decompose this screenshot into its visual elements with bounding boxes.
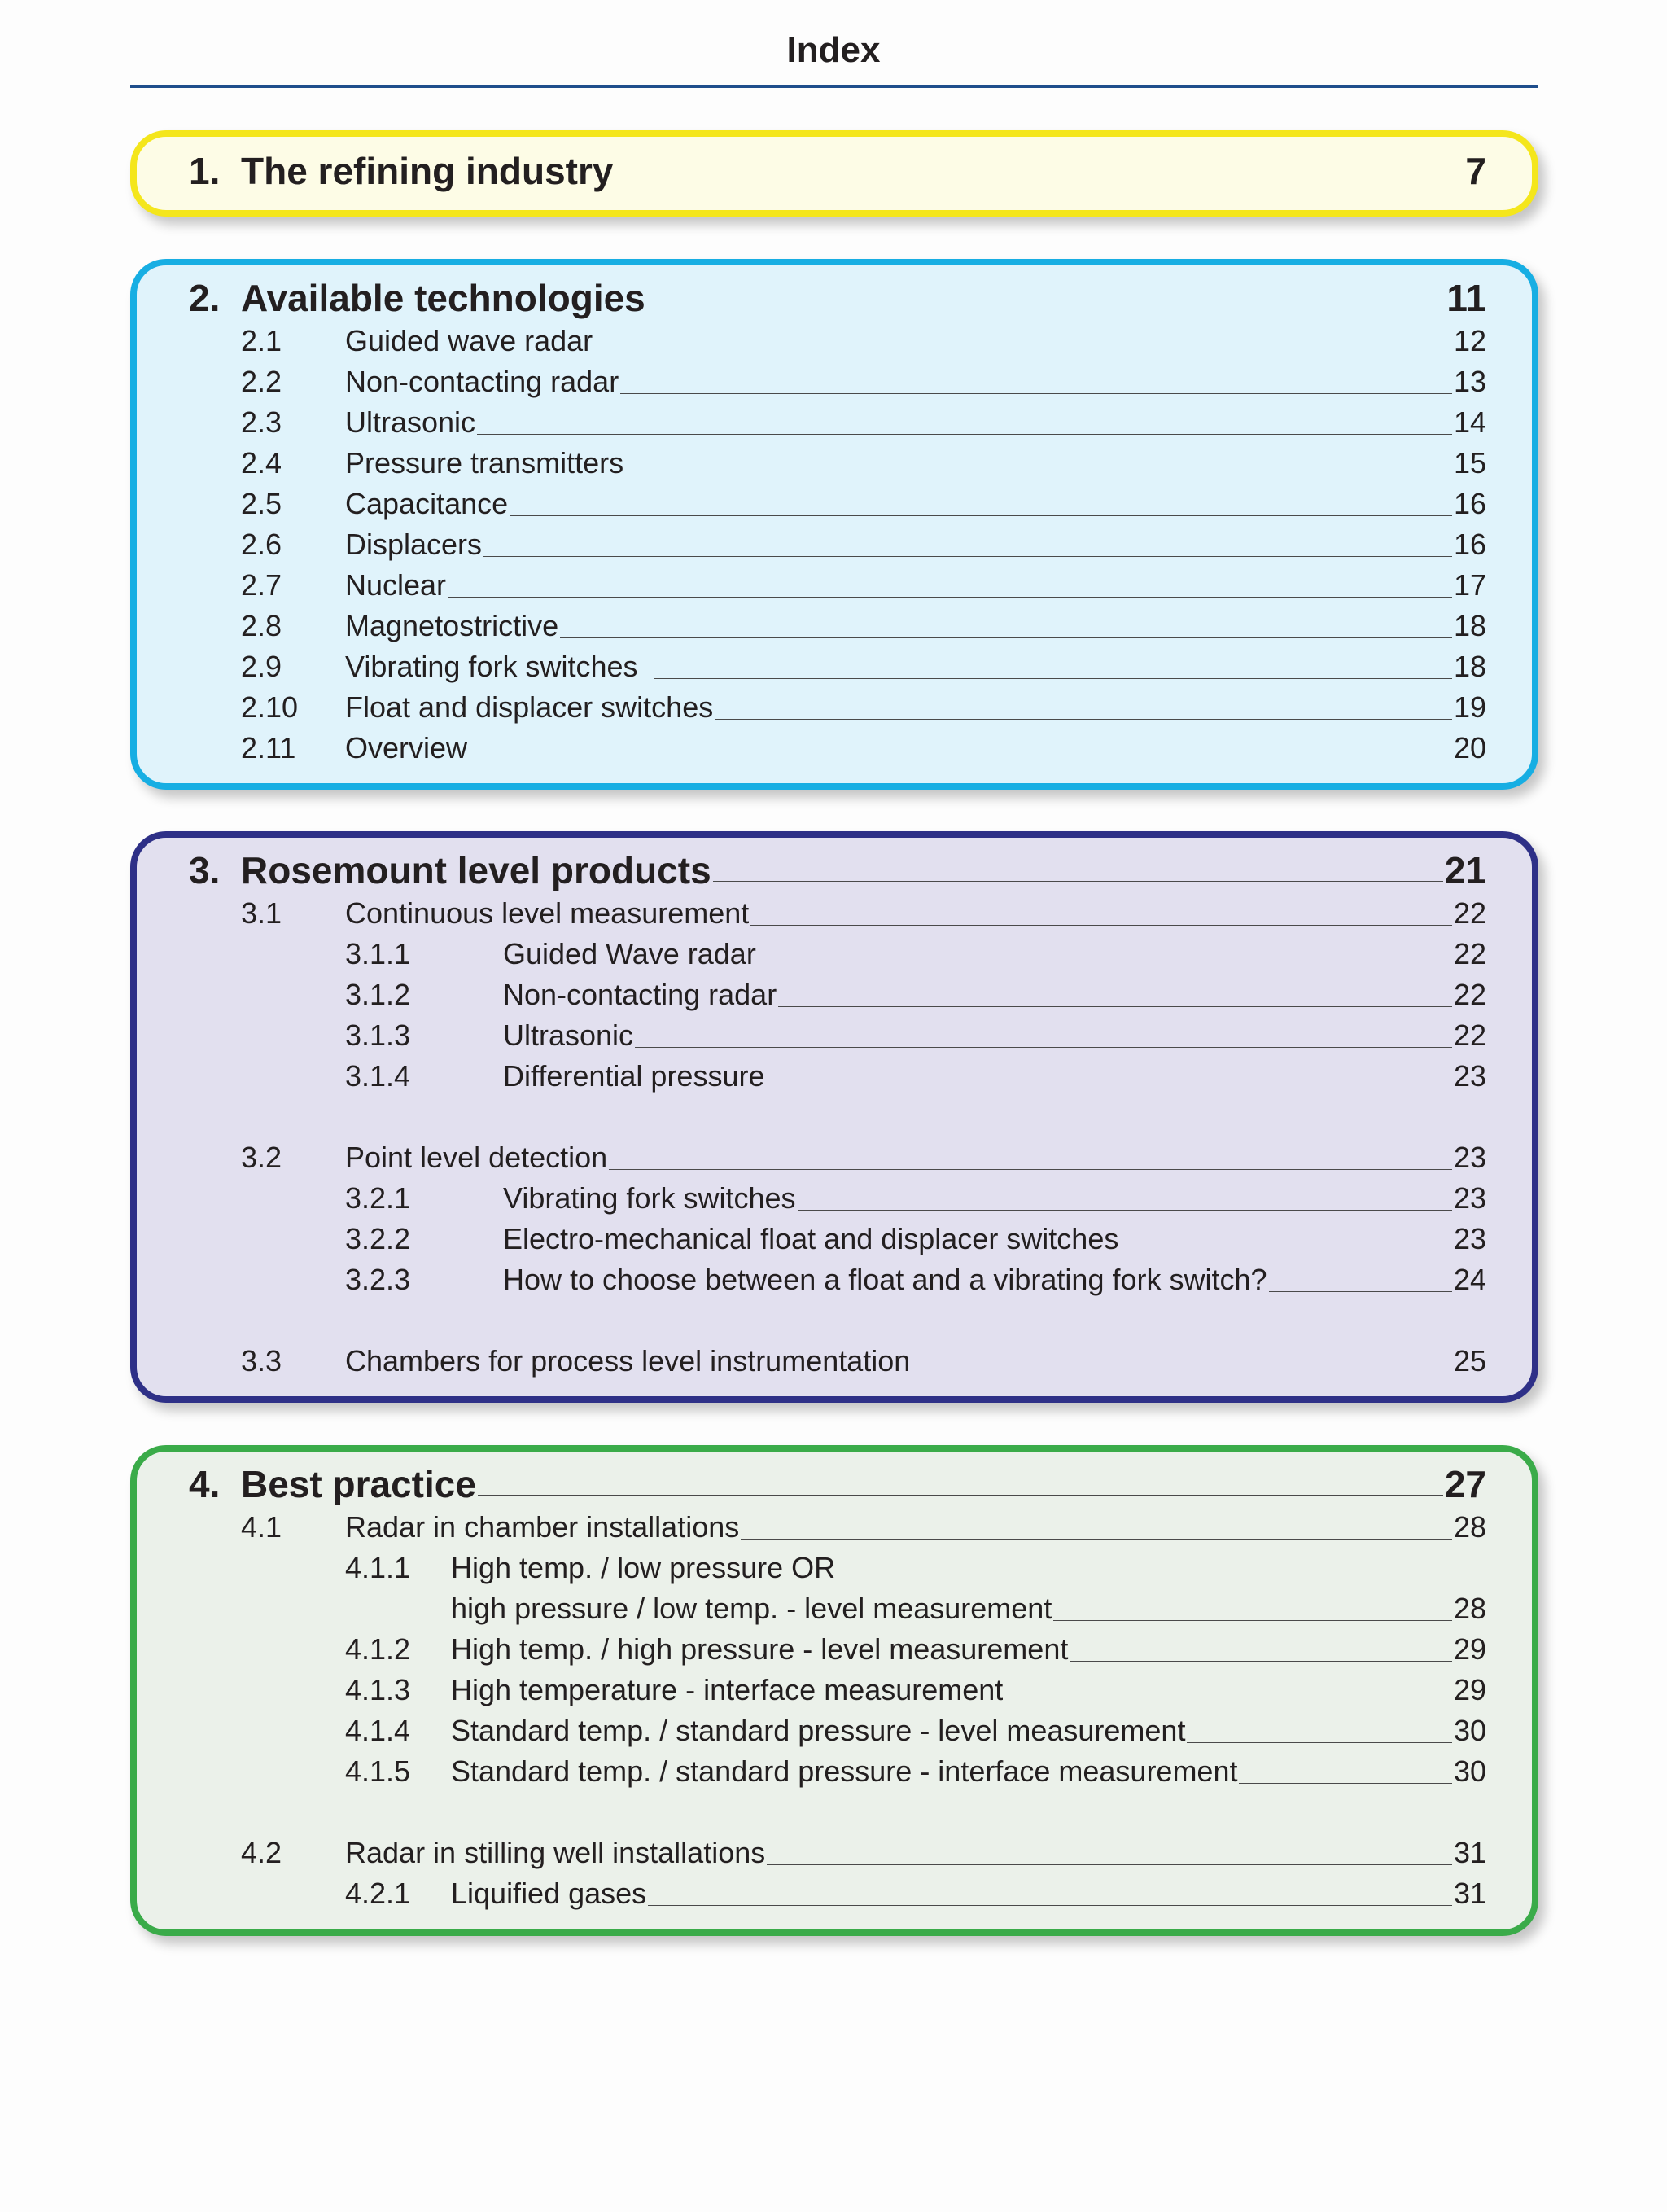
toc-entry[interactable]: [137, 1341, 1532, 1382]
toc-subentry[interactable]: [137, 1751, 1532, 1792]
leader-line: [635, 1047, 1452, 1048]
entry-title: Non-contacting radar: [503, 978, 777, 1011]
entry-title: Nuclear: [345, 568, 447, 602]
entry-title: Radar in stilling well installations: [345, 1836, 766, 1869]
toc-subentry[interactable]: [137, 1178, 1532, 1219]
toc-subentry[interactable]: [137, 1259, 1532, 1300]
entry-page: 23: [1453, 1141, 1486, 1174]
entry-title: Standard temp. / standard pressure - level measurement: [451, 1714, 1186, 1747]
entry-page: 31: [1453, 1877, 1486, 1910]
entry-title: High temperature - interface measurement: [451, 1673, 1004, 1706]
leader-line: [1269, 1291, 1452, 1292]
entry-page: 22: [1453, 937, 1486, 970]
entry-page: 29: [1453, 1632, 1486, 1666]
entry-page: 14: [1453, 405, 1486, 439]
entry-title: Vibrating fork switches: [503, 1181, 796, 1215]
entry-title: Magnetostrictive: [345, 609, 559, 642]
page-title: Index: [786, 30, 881, 70]
entry-number: 2.5: [241, 487, 282, 520]
leader-line: [713, 881, 1443, 882]
leader-line: [778, 1006, 1452, 1007]
entry-title: Liquified gases: [451, 1877, 647, 1910]
toc-subentry[interactable]: [137, 1670, 1532, 1710]
entry-number: 3.1.3: [345, 1018, 411, 1052]
entry-page: 22: [1453, 978, 1486, 1011]
toc-entry[interactable]: [137, 565, 1532, 606]
toc-subentry[interactable]: [137, 1548, 1532, 1588]
entry-number: 2.6: [241, 528, 282, 561]
section-number: 1.: [189, 150, 221, 192]
entry-title: Overview: [345, 731, 468, 764]
entry-number: 4.2.1: [345, 1877, 411, 1910]
entry-title: Non-contacting radar: [345, 365, 619, 398]
leader-line: [448, 597, 1452, 598]
entry-title: Radar in chamber installations: [345, 1510, 740, 1544]
entry-number: 4.1.4: [345, 1714, 411, 1747]
toc-subentry[interactable]: [137, 1219, 1532, 1259]
entry-page: 15: [1453, 446, 1486, 480]
leader-line: [620, 393, 1452, 394]
section-title: Best practice: [241, 1463, 476, 1505]
leader-line: [478, 1495, 1443, 1496]
entry-number: 3.1.2: [345, 978, 411, 1011]
entry-page: 16: [1453, 528, 1486, 561]
entry-number: 2.4: [241, 446, 282, 480]
section-4-box: [130, 1445, 1538, 1936]
toc-subentry[interactable]: [137, 934, 1532, 975]
section-page: 11: [1446, 277, 1486, 319]
entry-number: 3.2.3: [345, 1263, 411, 1296]
entry-page: 20: [1453, 731, 1486, 764]
entry-number: 2.10: [241, 690, 299, 724]
toc-entry[interactable]: [137, 646, 1532, 687]
entry-page: 23: [1453, 1222, 1486, 1255]
toc-entry[interactable]: [137, 484, 1532, 524]
toc-subentry[interactable]: [137, 1873, 1532, 1914]
entry-title: Standard temp. / standard pressure - interface measurement: [451, 1754, 1238, 1788]
entry-page: 13: [1453, 365, 1486, 398]
entry-number: 2.11: [241, 731, 296, 764]
leader-line: [609, 1169, 1452, 1170]
leader-line: [483, 556, 1452, 557]
toc-subentry[interactable]: [137, 975, 1532, 1015]
entry-title: How to choose between a float and a vibrating fork switch?: [503, 1263, 1267, 1296]
section-number: 4.: [189, 1463, 221, 1505]
entry-page: 29: [1453, 1673, 1486, 1706]
section-heading[interactable]: [137, 848, 1532, 893]
section-number: 3.: [189, 849, 221, 891]
entry-title: Chambers for process level instrumentation: [345, 1344, 911, 1378]
section-title: Rosemount level products: [241, 849, 711, 891]
entry-number: 2.7: [241, 568, 282, 602]
title-rule: [130, 85, 1538, 88]
entry-page: 23: [1453, 1059, 1486, 1093]
leader-line: [1070, 1661, 1452, 1662]
entry-number: 2.2: [241, 365, 282, 398]
leader-line: [1239, 1783, 1451, 1784]
entry-page: 23: [1453, 1181, 1486, 1215]
section-page: 27: [1444, 1463, 1486, 1505]
section-1-box: [130, 130, 1538, 217]
entry-title: Electro-mechanical float and displacer switches: [503, 1222, 1119, 1255]
entry-title: Point level detection: [345, 1141, 608, 1174]
toc-entry[interactable]: [137, 1833, 1532, 1873]
leader-line: [798, 1210, 1452, 1211]
entry-number: 4.1: [241, 1510, 282, 1544]
entry-page: 24: [1453, 1263, 1486, 1296]
leader-line: [767, 1864, 1452, 1865]
toc-entry[interactable]: [137, 606, 1532, 646]
entry-title: Differential pressure: [503, 1059, 765, 1093]
entry-number: 3.2.2: [345, 1222, 411, 1255]
entry-title: Guided wave radar: [345, 324, 593, 357]
section-title: Available technologies: [241, 277, 645, 319]
entry-page: 22: [1453, 1018, 1486, 1052]
leader-line: [1053, 1620, 1452, 1621]
toc-entry[interactable]: [137, 1137, 1532, 1178]
entry-title: Continuous level measurement: [345, 896, 750, 930]
entry-title: High temp. / high pressure - level measurement: [451, 1632, 1069, 1666]
entry-page: 31: [1453, 1836, 1486, 1869]
section-page: 7: [1465, 150, 1486, 192]
entry-title: high pressure / low temp. - level measurement: [451, 1592, 1052, 1625]
entry-page: 18: [1453, 609, 1486, 642]
entry-number: 2.9: [241, 650, 282, 683]
leader-line: [741, 1539, 1452, 1540]
entry-page: 30: [1453, 1754, 1486, 1788]
leader-line: [654, 678, 1452, 679]
entry-page: 19: [1453, 690, 1486, 724]
entry-title: Capacitance: [345, 487, 509, 520]
toc-entry[interactable]: [137, 687, 1532, 728]
entry-title: Float and displacer switches: [345, 690, 714, 724]
toc-subentry[interactable]: [137, 1015, 1532, 1056]
entry-title: Ultrasonic: [345, 405, 476, 439]
toc-entry[interactable]: [137, 443, 1532, 484]
leader-line: [750, 925, 1452, 926]
entry-title: Guided Wave radar: [503, 937, 756, 970]
toc-entry[interactable]: [137, 1507, 1532, 1548]
entry-page: 30: [1453, 1714, 1486, 1747]
entry-title: Vibrating fork switches: [345, 650, 638, 683]
entry-page: 22: [1453, 896, 1486, 930]
section-page: 21: [1444, 849, 1486, 891]
entry-number: 2.8: [241, 609, 282, 642]
entry-number: 3.1.4: [345, 1059, 411, 1093]
toc-entry[interactable]: [137, 893, 1532, 934]
toc-subentry[interactable]: [137, 1629, 1532, 1670]
entry-page: 25: [1453, 1344, 1486, 1378]
toc-subentry[interactable]: [137, 1710, 1532, 1751]
entry-number: 4.1.1: [345, 1551, 411, 1584]
toc-entry[interactable]: [137, 524, 1532, 565]
section-3-box: [130, 831, 1538, 1403]
entry-number: 4.1.3: [345, 1673, 411, 1706]
entry-page: 28: [1453, 1592, 1486, 1625]
toc-entry[interactable]: [137, 361, 1532, 402]
section-number: 2.: [189, 277, 221, 319]
leader-line: [510, 515, 1452, 516]
entry-title: High temp. / low pressure OR: [451, 1551, 836, 1584]
toc-entry[interactable]: [137, 402, 1532, 443]
entry-number: 4.1.5: [345, 1754, 411, 1788]
entry-number: 3.1: [241, 896, 282, 930]
entry-number: 4.1.2: [345, 1632, 411, 1666]
entry-number: 3.1.1: [345, 937, 411, 970]
leader-line: [477, 434, 1452, 435]
toc-entry[interactable]: [137, 321, 1532, 361]
toc-subentry[interactable]: [137, 1056, 1532, 1097]
entry-page: 16: [1453, 487, 1486, 520]
section-heading[interactable]: [137, 275, 1532, 321]
section-heading[interactable]: [137, 148, 1532, 194]
entry-number: 3.2: [241, 1141, 282, 1174]
section-2-box: [130, 259, 1538, 790]
toc-subentry[interactable]: [137, 1588, 1532, 1629]
leader-line: [715, 719, 1452, 720]
entry-number: 3.3: [241, 1344, 282, 1378]
leader-line: [1187, 1742, 1452, 1743]
toc-entry[interactable]: [137, 728, 1532, 769]
section-title: The refining industry: [241, 150, 614, 192]
entry-page: 18: [1453, 650, 1486, 683]
entry-number: 2.3: [241, 405, 282, 439]
section-heading[interactable]: [137, 1461, 1532, 1507]
entry-number: 3.2.1: [345, 1181, 411, 1215]
leader-line: [648, 1905, 1452, 1906]
entry-title: Pressure transmitters: [345, 446, 624, 480]
entry-page: 28: [1453, 1510, 1486, 1544]
leader-line: [560, 637, 1452, 638]
entry-title: Displacers: [345, 528, 483, 561]
entry-title: Ultrasonic: [503, 1018, 634, 1052]
entry-number: 2.1: [241, 324, 282, 357]
entry-page: 17: [1453, 568, 1486, 602]
entry-number: 4.2: [241, 1836, 282, 1869]
entry-page: 12: [1453, 324, 1486, 357]
